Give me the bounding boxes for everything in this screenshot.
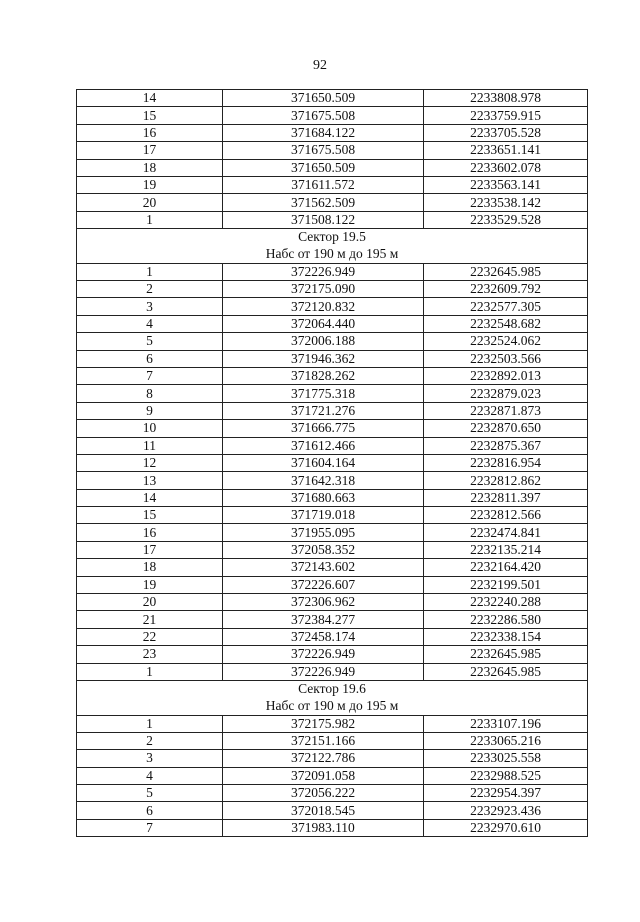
y-coordinate-cell: 2232240.288 — [424, 594, 588, 611]
table-row — [77, 732, 588, 749]
point-number-cell: 20 — [77, 194, 223, 211]
y-coordinate-cell: 2232871.873 — [424, 402, 588, 419]
y-coordinate-cell: 2232970.610 — [424, 819, 588, 836]
sector-title: Сектор 19.5 — [298, 229, 366, 245]
sector-height-range: Набс от 190 м до 195 м — [265, 245, 399, 261]
x-coordinate-cell: 372175.982 — [223, 715, 424, 732]
sector-title: Сектор 19.6 — [298, 681, 366, 697]
table-row — [77, 611, 588, 628]
table-row — [77, 524, 588, 541]
y-coordinate-cell: 2232645.985 — [424, 646, 588, 663]
y-coordinate-cell: 2232548.682 — [424, 315, 588, 332]
table-row — [77, 507, 588, 524]
x-coordinate-cell: 372056.222 — [223, 785, 424, 802]
y-coordinate-cell: 2232286.580 — [424, 611, 588, 628]
y-coordinate-cell: 2232892.013 — [424, 367, 588, 384]
y-coordinate-cell: 2232879.023 — [424, 385, 588, 402]
coordinates-table-body — [77, 90, 588, 837]
point-number-cell: 12 — [77, 454, 223, 471]
y-coordinate-cell: 2232875.367 — [424, 437, 588, 454]
point-number-cell: 1 — [77, 263, 223, 280]
y-coordinate-cell: 2232524.062 — [424, 333, 588, 350]
table-row — [77, 90, 588, 107]
x-coordinate-cell: 371642.318 — [223, 472, 424, 489]
point-number-cell: 20 — [77, 594, 223, 611]
y-coordinate-cell: 2232812.566 — [424, 507, 588, 524]
x-coordinate-cell: 371612.466 — [223, 437, 424, 454]
point-number-cell: 21 — [77, 611, 223, 628]
y-coordinate-cell: 2232923.436 — [424, 802, 588, 819]
table-row — [77, 559, 588, 576]
table-row — [77, 541, 588, 558]
x-coordinate-cell: 371562.509 — [223, 194, 424, 211]
point-number-cell: 17 — [77, 541, 223, 558]
x-coordinate-cell: 371666.775 — [223, 420, 424, 437]
point-number-cell: 22 — [77, 628, 223, 645]
point-number-cell: 16 — [77, 124, 223, 141]
y-coordinate-cell: 2232954.397 — [424, 785, 588, 802]
sector-header-row — [77, 229, 588, 264]
point-number-cell: 19 — [77, 176, 223, 193]
y-coordinate-cell: 2232474.841 — [424, 524, 588, 541]
point-number-cell: 11 — [77, 437, 223, 454]
point-number-cell: 15 — [77, 507, 223, 524]
point-number-cell: 14 — [77, 489, 223, 506]
table-row — [77, 715, 588, 732]
y-coordinate-cell: 2233025.558 — [424, 750, 588, 767]
table-row — [77, 107, 588, 124]
y-coordinate-cell: 2232645.985 — [424, 263, 588, 280]
x-coordinate-cell: 371946.362 — [223, 350, 424, 367]
table-row — [77, 159, 588, 176]
x-coordinate-cell: 372226.949 — [223, 663, 424, 680]
x-coordinate-cell: 372151.166 — [223, 732, 424, 749]
y-coordinate-cell: 2233759.915 — [424, 107, 588, 124]
point-number-cell: 10 — [77, 420, 223, 437]
table-row — [77, 767, 588, 784]
x-coordinate-cell: 371650.509 — [223, 159, 424, 176]
y-coordinate-cell: 2233651.141 — [424, 142, 588, 159]
point-number-cell: 6 — [77, 350, 223, 367]
table-row — [77, 420, 588, 437]
point-number-cell: 4 — [77, 315, 223, 332]
x-coordinate-cell: 371684.122 — [223, 124, 424, 141]
x-coordinate-cell: 371775.318 — [223, 385, 424, 402]
y-coordinate-cell: 2233065.216 — [424, 732, 588, 749]
page-number: 92 — [313, 58, 327, 73]
x-coordinate-cell: 372006.188 — [223, 333, 424, 350]
y-coordinate-cell: 2233107.196 — [424, 715, 588, 732]
table-row — [77, 263, 588, 280]
table-row — [77, 489, 588, 506]
x-coordinate-cell: 372226.949 — [223, 263, 424, 280]
x-coordinate-cell: 372018.545 — [223, 802, 424, 819]
x-coordinate-cell: 372458.174 — [223, 628, 424, 645]
x-coordinate-cell: 372122.786 — [223, 750, 424, 767]
y-coordinate-cell: 2233705.528 — [424, 124, 588, 141]
point-number-cell: 1 — [77, 663, 223, 680]
table-row — [77, 385, 588, 402]
point-number-cell: 1 — [77, 715, 223, 732]
table-row — [77, 454, 588, 471]
point-number-cell: 2 — [77, 732, 223, 749]
point-number-cell: 3 — [77, 298, 223, 315]
point-number-cell: 16 — [77, 524, 223, 541]
point-number-cell: 8 — [77, 385, 223, 402]
point-number-cell: 5 — [77, 785, 223, 802]
x-coordinate-cell: 372306.962 — [223, 594, 424, 611]
table-row — [77, 333, 588, 350]
y-coordinate-cell: 2232609.792 — [424, 281, 588, 298]
point-number-cell: 14 — [77, 90, 223, 107]
x-coordinate-cell: 371680.663 — [223, 489, 424, 506]
point-number-cell: 1 — [77, 211, 223, 228]
table-row — [77, 819, 588, 836]
x-coordinate-cell: 371721.276 — [223, 402, 424, 419]
point-number-cell: 23 — [77, 646, 223, 663]
x-coordinate-cell: 372091.058 — [223, 767, 424, 784]
table-row — [77, 437, 588, 454]
x-coordinate-cell: 371650.509 — [223, 90, 424, 107]
table-row — [77, 628, 588, 645]
point-number-cell: 9 — [77, 402, 223, 419]
coordinates-table — [76, 89, 588, 837]
table-row — [77, 646, 588, 663]
table-row — [77, 472, 588, 489]
point-number-cell: 4 — [77, 767, 223, 784]
sector-height-range: Набс от 190 м до 195 м — [265, 697, 399, 713]
y-coordinate-cell: 2232988.525 — [424, 767, 588, 784]
sector-header-cell — [77, 229, 588, 264]
x-coordinate-cell: 372064.440 — [223, 315, 424, 332]
y-coordinate-cell: 2232338.154 — [424, 628, 588, 645]
table-row — [77, 315, 588, 332]
point-number-cell: 17 — [77, 142, 223, 159]
table-row — [77, 367, 588, 384]
x-coordinate-cell: 372120.832 — [223, 298, 424, 315]
point-number-cell: 6 — [77, 802, 223, 819]
table-row — [77, 785, 588, 802]
table-row — [77, 750, 588, 767]
x-coordinate-cell: 371719.018 — [223, 507, 424, 524]
table-row — [77, 142, 588, 159]
y-coordinate-cell: 2232645.985 — [424, 663, 588, 680]
x-coordinate-cell: 372058.352 — [223, 541, 424, 558]
y-coordinate-cell: 2233602.078 — [424, 159, 588, 176]
y-coordinate-cell: 2233538.142 — [424, 194, 588, 211]
point-number-cell: 13 — [77, 472, 223, 489]
x-coordinate-cell: 372226.607 — [223, 576, 424, 593]
x-coordinate-cell: 371508.122 — [223, 211, 424, 228]
table-row — [77, 211, 588, 228]
table-row — [77, 298, 588, 315]
x-coordinate-cell: 372384.277 — [223, 611, 424, 628]
y-coordinate-cell: 2233563.141 — [424, 176, 588, 193]
x-coordinate-cell: 371828.262 — [223, 367, 424, 384]
y-coordinate-cell: 2232199.501 — [424, 576, 588, 593]
table-row — [77, 802, 588, 819]
table-row — [77, 350, 588, 367]
point-number-cell: 7 — [77, 367, 223, 384]
sector-header-cell — [77, 681, 588, 716]
y-coordinate-cell: 2232870.650 — [424, 420, 588, 437]
y-coordinate-cell: 2232503.566 — [424, 350, 588, 367]
y-coordinate-cell: 2233808.978 — [424, 90, 588, 107]
table-row — [77, 124, 588, 141]
x-coordinate-cell: 371675.508 — [223, 142, 424, 159]
x-coordinate-cell: 371611.572 — [223, 176, 424, 193]
point-number-cell: 3 — [77, 750, 223, 767]
x-coordinate-cell: 371983.110 — [223, 819, 424, 836]
x-coordinate-cell: 372226.949 — [223, 646, 424, 663]
table-row — [77, 176, 588, 193]
table-row — [77, 576, 588, 593]
y-coordinate-cell: 2232811.397 — [424, 489, 588, 506]
table-row — [77, 402, 588, 419]
x-coordinate-cell: 372143.602 — [223, 559, 424, 576]
y-coordinate-cell: 2233529.528 — [424, 211, 588, 228]
point-number-cell: 15 — [77, 107, 223, 124]
y-coordinate-cell: 2232816.954 — [424, 454, 588, 471]
table-row — [77, 281, 588, 298]
y-coordinate-cell: 2232812.862 — [424, 472, 588, 489]
point-number-cell: 19 — [77, 576, 223, 593]
point-number-cell: 18 — [77, 159, 223, 176]
y-coordinate-cell: 2232135.214 — [424, 541, 588, 558]
table-row — [77, 594, 588, 611]
point-number-cell: 7 — [77, 819, 223, 836]
y-coordinate-cell: 2232577.305 — [424, 298, 588, 315]
y-coordinate-cell: 2232164.420 — [424, 559, 588, 576]
point-number-cell: 5 — [77, 333, 223, 350]
point-number-cell: 2 — [77, 281, 223, 298]
table-row — [77, 194, 588, 211]
x-coordinate-cell: 371955.095 — [223, 524, 424, 541]
x-coordinate-cell: 372175.090 — [223, 281, 424, 298]
point-number-cell: 18 — [77, 559, 223, 576]
sector-header-row — [77, 681, 588, 716]
x-coordinate-cell: 371604.164 — [223, 454, 424, 471]
table-row — [77, 663, 588, 680]
x-coordinate-cell: 371675.508 — [223, 107, 424, 124]
